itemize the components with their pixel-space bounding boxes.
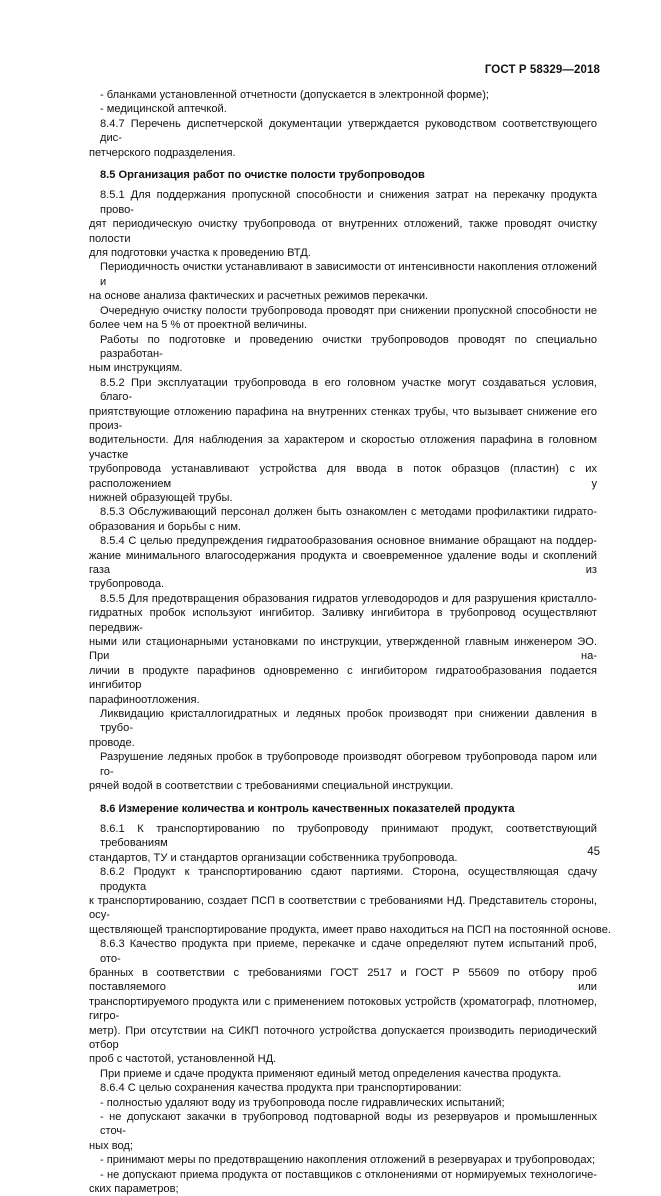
paragraph-line: нижней образующей трубы. [89, 491, 233, 504]
paragraph-line: метр). При отсутствии на СИКП поточного устройства допускается производить периодический отбор [89, 1024, 597, 1051]
paragraph-line: рячей водой в соответствии с требованиями специальной инструкции. [89, 780, 454, 793]
page-number: 45 [587, 846, 600, 858]
heading-text: 8.6 Измерение количества и контроль качественных показателей продукта [100, 802, 515, 815]
paragraph-line: проб с частотой, установленной НД. [89, 1053, 277, 1066]
paragraph [89, 188, 597, 260]
paragraph [89, 937, 597, 1067]
paragraph-line: стандартов, ТУ и стандартов организации собственника трубопровода. [89, 851, 458, 864]
paragraph [89, 1110, 597, 1153]
paragraph-line: Работы по подготовке и проведению очистки трубопроводов проводят по специально разработан- [100, 333, 597, 360]
paragraph [89, 1096, 597, 1110]
section-heading [89, 168, 597, 182]
paragraph-line: образования и борьбы с ним. [89, 520, 242, 533]
paragraph-line: 8.5.5 Для предотвращения образования гидратов углеводородов и для разрушения кристалло- [100, 592, 597, 605]
paragraph-line: 8.6.3 Качество продукта при приеме, перекачке и сдаче определяют путем испытаний проб, ото- [100, 938, 597, 965]
paragraph-line: 8.4.7 Перечень диспетчерской документации утверждается руководством соответствующего дис- [100, 117, 597, 145]
document-body [89, 88, 611, 1196]
paragraph-line: ными или стационарными установками по инструкции, утвержденной главным инженером ЭО. При на- [89, 636, 597, 663]
paragraph-line: парафиноотложения. [89, 693, 200, 706]
paragraph-line: - медицинской аптечкой. [100, 103, 227, 116]
paragraph-line: трубопровода. [89, 578, 165, 591]
paragraph-line: - полностью удаляют воду из трубопровода после гидравлических испытаний; [100, 1096, 505, 1109]
paragraph-line: транспортируемого продукта или с применением потоковых устройств (хроматограф, плотномер, гигро- [89, 995, 597, 1023]
paragraph-line: дят периодическую очистку трубопровода от внутренних отложений, также проводят очистку полости [89, 218, 597, 245]
paragraph-line: - не допускают закачки в трубопровод подтоварной воды из резервуаров и промышленных сточ- [100, 1111, 597, 1138]
paragraph-line: гидратных пробок используют ингибитор. Заливку ингибитора в трубопровод осуществляют передвиж- [89, 607, 597, 634]
paragraph [89, 1081, 597, 1095]
paragraph-line: - принимают меры по предотвращению накопления отложений в резервуарах и трубопроводах; [100, 1154, 596, 1167]
paragraph [89, 304, 597, 333]
paragraph-line: Разрушение ледяных пробок в трубопроводе производят обогревом трубопровода паром или го- [100, 751, 597, 778]
document-standard-header: ГОСТ Р 58329—2018 [484, 64, 600, 76]
paragraph [89, 822, 597, 865]
heading-text: 8.5 Организация работ по очистке полости трубопроводов [100, 169, 425, 182]
paragraph-line: водительности. Для наблюдения за характером и скоростью отложения парафина в головном участке [89, 434, 597, 461]
paragraph [89, 88, 597, 102]
paragraph-line: Очередную очистку полости трубопровода проводят при снижении пропускной способности не [100, 304, 597, 317]
paragraph-line: 8.5.4 С целью предупреждения гидратообразования основное внимание обращают на поддер- [100, 535, 597, 548]
paragraph-line: петчерского подразделения. [89, 146, 236, 159]
paragraph-line: ных вод; [89, 1139, 133, 1152]
paragraph-line: ществляющей транспортирование продукта, имеет право находиться на ПСП на постоянной основе. [89, 923, 611, 936]
paragraph-line: Периодичность очистки устанавливают в зависимости от интенсивности накопления отложений и [100, 261, 597, 288]
paragraph [89, 592, 597, 707]
paragraph-line: личии в продукте парафинов одновременно с ингибитором гидратообразования подается ингибитор [89, 664, 597, 692]
paragraph-line: 8.5.3 Обслуживающий персонал должен быть ознакомлен с методами профилактики гидрато- [100, 506, 597, 519]
paragraph [89, 376, 597, 506]
paragraph-line: ным инструкциям. [89, 362, 183, 375]
paragraph-line: для подготовки участка к проведению ВТД. [89, 247, 311, 260]
paragraph-line: 8.5.2 При эксплуатации трубопровода в его головном участке могут создаваться условия, благо- [100, 376, 597, 404]
paragraph-line: более чем на 5 % от проектной величины. [89, 319, 308, 332]
paragraph-line: При приеме и сдаче продукта применяют единый метод определения качества продукта. [100, 1067, 562, 1080]
paragraph [89, 102, 597, 116]
section-heading [89, 802, 597, 816]
paragraph [89, 117, 597, 160]
paragraph-line: проводе. [89, 736, 135, 749]
paragraph-line: 8.6.1 К транспортированию по трубопроводу принимают продукт, соответствующий требованиям [100, 822, 597, 850]
paragraph-line: жание минимального влагосодержания продукта и своевременное удаление воды и скоплений газа из [89, 549, 597, 576]
paragraph [89, 1168, 597, 1196]
paragraph [89, 865, 611, 937]
paragraph [89, 260, 597, 303]
paragraph [89, 333, 597, 376]
paragraph-line: бранных в соответствии с требованиями ГОСТ 2517 и ГОСТ Р 55609 по отбору проб поставляемого или [89, 966, 597, 994]
paragraph [89, 505, 597, 534]
paragraph [89, 707, 597, 750]
paragraph-line: ских параметров; [89, 1183, 179, 1196]
paragraph-line: - не допускают приема продукта от поставщиков с отклонениями от нормируемых технологиче- [100, 1168, 597, 1181]
paragraph [89, 1067, 597, 1081]
paragraph-line: трубопровода устанавливают устройства для ввода в поток образцов (пластин) с их расположением у [89, 463, 597, 490]
paragraph-line: приятствующие отложению парафина на внутренних стенках трубы, что вызывает снижение его произ- [89, 405, 597, 432]
paragraph-line: Ликвидацию кристаллогидратных и ледяных пробок производят при снижении давления в трубо- [100, 708, 597, 735]
paragraph [89, 534, 597, 592]
paragraph-line: на основе анализа фактических и расчетных режимов перекачки. [89, 290, 429, 303]
paragraph-line: 8.6.4 С целью сохранения качества продукта при транспортировании: [100, 1082, 462, 1095]
paragraph-line: - бланками установленной отчетности (допускается в электронной форме); [100, 89, 489, 101]
paragraph [89, 1153, 597, 1167]
paragraph-line: 8.6.2 Продукт к транспортированию сдают партиями. Сторона, осуществляющая сдачу продукта [100, 866, 597, 893]
paragraph-line: 8.5.1 Для поддержания пропускной способности и снижения затрат на перекачку продукта прово- [100, 189, 597, 216]
paragraph [89, 750, 597, 793]
paragraph-line: к транспортированию, создает ПСП в соответствии с требованиями НД. Представитель стороны, осу- [89, 894, 597, 922]
